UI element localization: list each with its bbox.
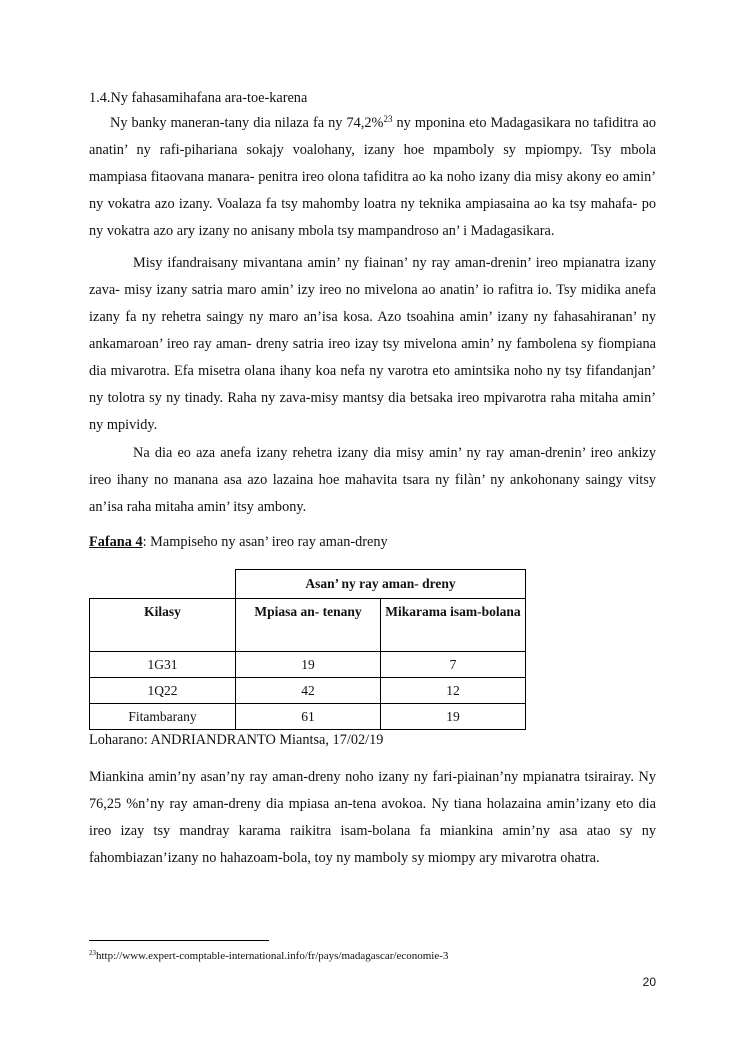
- table-row: [90, 652, 526, 678]
- table-source: Loharano: ANDRIANDRANTO Miantsa, 17/02/19: [89, 732, 384, 748]
- table-header-salaried: Mikarama isam-bolana: [381, 599, 526, 652]
- paragraph-3: Na dia eo aza anefa izany rehetra izany dia misy amin’ ny ray aman-drenin’ ireo ankizy ireo ihany no manana asa azo lazaina hoe mahavita tsara ny filàn’ ny ankohonany saingy vitsy an’isa raha mitaha amin’ itsy ambony.: [89, 445, 656, 515]
- table-group-header-row: [90, 570, 526, 599]
- table-total-row: [90, 704, 526, 730]
- footnote-number: 23: [89, 949, 96, 957]
- page-number: 20: [642, 975, 656, 989]
- table-cell: 42: [236, 678, 381, 704]
- footnote-link[interactable]: http://www.expert-comptable-international.info/fr/pays/madagascar/economie-3: [96, 950, 449, 962]
- parents-occupation-table: [89, 569, 526, 730]
- footnote-divider: [89, 940, 269, 941]
- table-cell: 61: [236, 704, 381, 730]
- paragraph-1: [89, 110, 656, 245]
- table-row: [90, 678, 526, 704]
- figure-label: Fafana 4: [89, 534, 143, 550]
- table-header-kilasy: Kilasy: [90, 599, 236, 652]
- table-blank-cell: [90, 570, 236, 599]
- section-heading: 1.4.Ny fahasamihafana ara-toe-karena: [89, 90, 308, 106]
- paragraph-1-rest: ny mponina eto Madagasikara no tafiditra ao anatin’ ny rafi-pihariana sokajy voalohany, izany hoe mpamboly sy mpiompy. Tsy mbola mampiasa fitaovana manara- penitra ireo olona tafiditra ao ka noho izany dia misy akony eo amin’ ny vokatra azo izany. Voalaza fa tsy mahomby loatra ny teknika ampiasaina ao ka tsy mahafa- po ny vokatra azo ary izany no anisany mbola tsy mampandroso an’ i Madagasikara.: [89, 115, 656, 239]
- table-cell: 12: [381, 678, 526, 704]
- table-cell: 19: [381, 704, 526, 730]
- table-cell: 7: [381, 652, 526, 678]
- footnote-reference[interactable]: 23: [383, 114, 393, 124]
- table-header-row: [90, 599, 526, 652]
- figure-caption-text: : Mampiseho ny asan’ ireo ray aman-dreny: [142, 534, 388, 550]
- paragraph-2: Misy ifandraisany mivantana amin’ ny fiainan’ ny ray aman-drenin’ ireo mpianatra izany zava- misy izany satria maro amin’ izy ireo no mivelona ao anatin’ io rafitra io. Tsy midika anefa izany fa ny rehetra saingy ny maro an’isa kosa. Azo tsoahina amin’ izany ny fahasahiranan’ ny ankamaroan’ ireo ray aman- dreny satria ireo izay tsy mivelona amin’ ny fambolena sy fiompiana dia mivarotra. Efa misetra olana ihany koa nefa ny varotra eto amintsika noho ny tsy fifandanjan’ ny tolotra sy ny tinady. Raha ny zava-misy mantsy dia betsaka ireo mpivarotra raha mitaha amin’ ny mpividy.: [89, 255, 656, 433]
- paragraph-4: Miankina amin’ny asan’ny ray aman-dreny noho izany ny fari-piainan’ny mpianatra tsirairay. Ny 76,25 %n’ny ray aman-dreny dia mpiasa an-tena avokoa. Ny tiana holazaina amin’izany eto dia ireo izay tsy mandray karama raikitra isam-bolana fa miankina amin’ny asa atao sy ny fahombiazan’izany no hahazoam-bola, toy ny mamboly sy miompy ary mivarotra ohatra.: [89, 769, 656, 866]
- footnote: [89, 946, 448, 966]
- table-cell: 1G31: [90, 652, 236, 678]
- table-cell: 1Q22: [90, 678, 236, 704]
- figure-caption: [89, 530, 388, 554]
- table-cell: Fitambarany: [90, 704, 236, 730]
- table-group-header: Asan’ ny ray aman- dreny: [236, 570, 526, 599]
- table-header-self-employed: Mpiasa an- tenany: [236, 599, 381, 652]
- table-cell: 19: [236, 652, 381, 678]
- paragraph-1-start: Ny banky maneran-tany dia nilaza fa ny 74,2%: [110, 115, 384, 131]
